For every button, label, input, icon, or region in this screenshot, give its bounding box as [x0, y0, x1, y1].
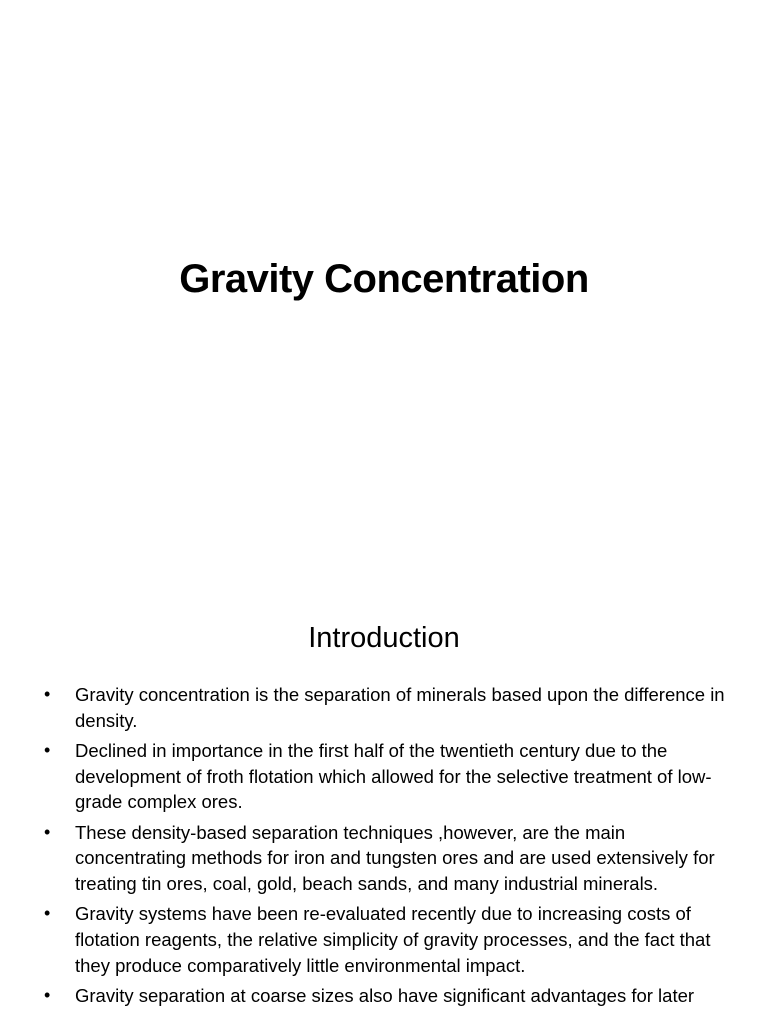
- bullet-item: [44, 738, 734, 815]
- bullet-item: [44, 901, 734, 978]
- section-title: Introduction: [308, 622, 460, 654]
- bullet-item: [44, 682, 734, 733]
- bullet-item: [44, 983, 734, 1009]
- bullet-text: Gravity separation at coarse sizes also have significant advantages for later: [75, 984, 695, 1006]
- bullet-icon: •: [44, 903, 51, 924]
- slide-title: Gravity Concentration: [179, 257, 589, 301]
- bullet-text: Declined in importance in the first half of the twentieth century due to the development of froth flotation which allowed for the selective treatment of low-grade complex ores.: [75, 739, 712, 813]
- introduction-slide: [0, 576, 768, 1024]
- bullet-item: [44, 820, 734, 897]
- bullet-text: Gravity systems have been re-evaluated recently due to increasing costs of flotation reagents, the relative simplicity of gravity processes, and the fact that they produce comparatively little environmental impact.: [75, 903, 711, 976]
- bullet-text: These density-based separation techniques ,however, are the main concentrating methods for iron and tungsten ores and are used extensively for treating tin ores, coal, gold, beach sands, and many industrial minerals.: [75, 821, 715, 894]
- bullet-icon: •: [44, 821, 51, 842]
- bullet-icon: •: [44, 984, 51, 1005]
- bullet-icon: •: [44, 684, 51, 704]
- bullet-text: Gravity concentration is the separation of minerals based upon the difference in density.: [75, 684, 725, 731]
- bullet-list: [44, 682, 734, 1013]
- bullet-icon: •: [44, 739, 51, 760]
